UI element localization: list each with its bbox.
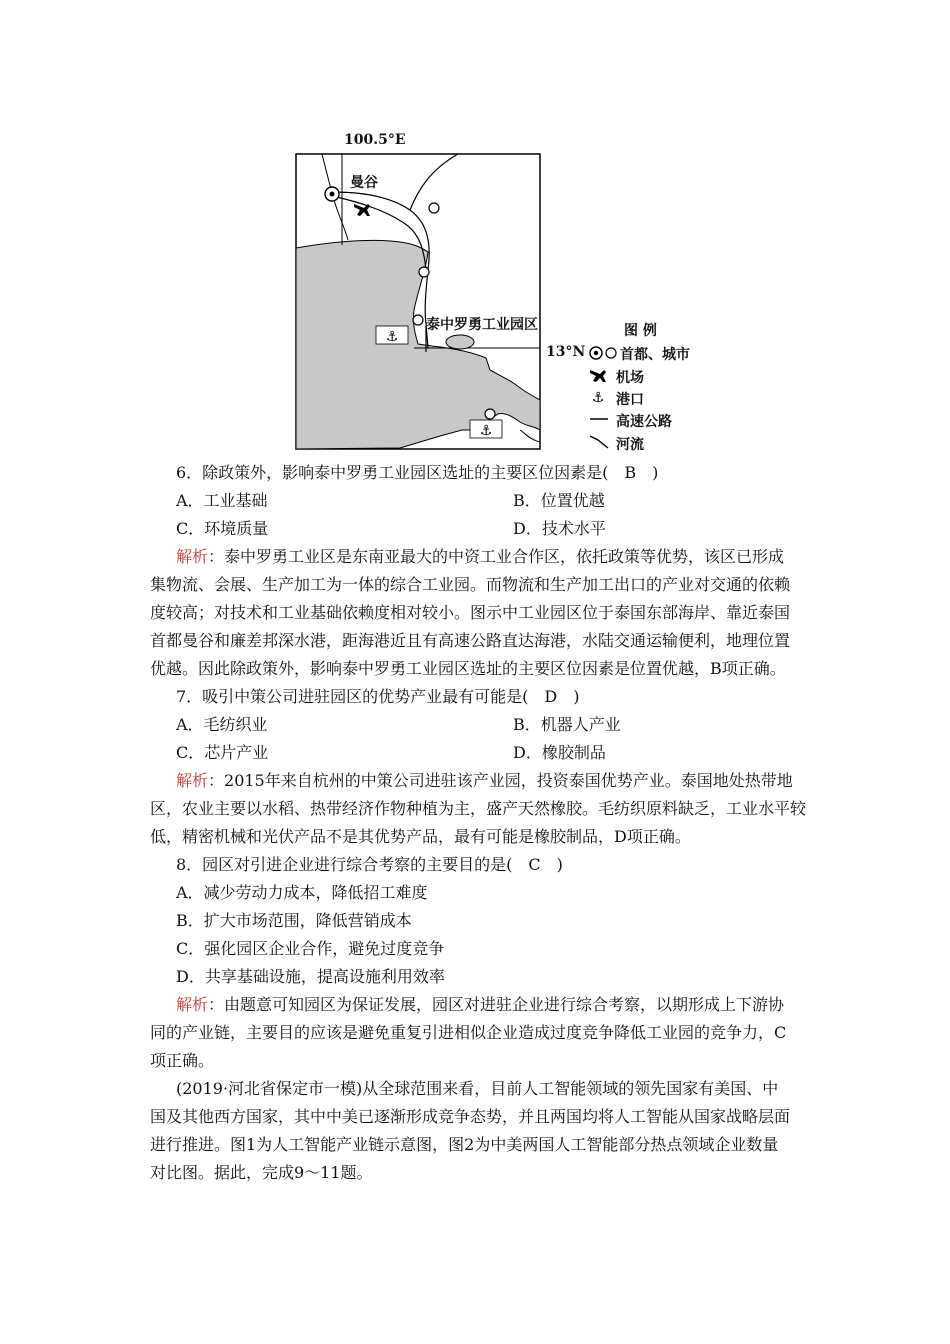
svg-text:⚓: ⚓ bbox=[479, 423, 493, 439]
legend-airport-icon bbox=[590, 370, 606, 382]
legend-label-city: 首都、城市 bbox=[620, 347, 690, 363]
q8-option-c: C．强化园区企业合作，避免过度竞争 bbox=[176, 939, 445, 958]
q6-analysis bbox=[150, 543, 804, 683]
q8-option-b: B．扩大市场范围，降低营销成本 bbox=[176, 911, 412, 930]
park-area bbox=[446, 335, 474, 349]
q7-options-row-1 bbox=[176, 711, 804, 739]
q7-options-row-2 bbox=[176, 739, 804, 767]
question-block bbox=[150, 459, 807, 1187]
q6-stem: 6．除政策外，影响泰中罗勇工业园区选址的主要区位因素是( B ) bbox=[176, 463, 659, 482]
svg-text:⚓: ⚓ bbox=[385, 329, 399, 345]
q7-option-c: C．芯片产业 bbox=[176, 743, 269, 762]
q6-option-b: B．位置优越 bbox=[513, 491, 605, 510]
q7-option-a: A．毛纺织业 bbox=[176, 715, 268, 734]
q6-options-row-1 bbox=[176, 487, 804, 515]
q7-analysis-line: ：2015年来自杭州的中策公司进驻该产业园，投资泰国优势产业。泰国地处热带地 bbox=[208, 771, 793, 790]
q8-option-a: A．减少劳动力成本，降低招工难度 bbox=[176, 883, 428, 902]
q7-stem: 7．吸引中策公司进驻园区的优势产业最有可能是( D ) bbox=[176, 687, 580, 706]
q7-option-d: D．橡胶制品 bbox=[513, 743, 606, 762]
q8-analysis-line: 同的产业链，主要目的应该是避免重复引进相似企业造成过度竞争降低工业园的竞争力，C bbox=[150, 1023, 787, 1042]
q6-analysis-line: 度较高；对技术和工业基础依赖度相对较小。图示中工业园区位于泰国东部海岸、靠近泰国 bbox=[150, 603, 791, 622]
q6-analysis-tag: 解析 bbox=[176, 547, 209, 566]
q7-option-b: B．机器人产业 bbox=[513, 715, 621, 734]
port-icon bbox=[470, 420, 502, 439]
city-icon bbox=[429, 203, 439, 213]
q8-analysis-tag: 解析 bbox=[176, 995, 209, 1014]
city-icon bbox=[419, 267, 429, 277]
q6-option-d: D．技术水平 bbox=[513, 519, 606, 538]
legend-river-icon bbox=[590, 436, 608, 448]
q8-option-d: D．共享基础设施，提高设施利用效率 bbox=[176, 967, 445, 986]
intro-line: (2019·河北省保定市一模)从全球范围来看，目前人工智能领域的领先国家有美国、中 bbox=[176, 1079, 779, 1098]
map-figure bbox=[290, 130, 710, 455]
q6-options-row-2 bbox=[176, 515, 804, 543]
q7-analysis-tag: 解析 bbox=[176, 771, 209, 790]
intro-line: 国及其他西方国家，其中中美已逐渐形成竞争态势，并且两国均将人工智能从国家战略层面 bbox=[150, 1107, 791, 1126]
legend-label-highway: 高速公路 bbox=[616, 414, 672, 430]
legend-label-port: 港口 bbox=[616, 392, 644, 408]
longitude-label: 100.5°E bbox=[344, 132, 406, 148]
q6-option-a: A．工业基础 bbox=[176, 491, 268, 510]
city-label-bangkok: 曼谷 bbox=[350, 175, 378, 191]
city-icon bbox=[413, 315, 423, 325]
q7-analysis bbox=[150, 767, 807, 851]
q6-analysis-line: ：泰中罗勇工业区是东南亚最大的中资工业合作区，依托政策等优势，该区已形成 bbox=[208, 547, 785, 566]
latitude-label: 13°N bbox=[546, 344, 586, 360]
port-icon bbox=[376, 326, 408, 345]
park-label: 泰中罗勇工业园区 bbox=[426, 317, 538, 333]
intro-line: 进行推进。图1为人工智能产业链示意图，图2为中美两国人工智能部分热点领域企业数量 bbox=[150, 1135, 779, 1154]
legend-title: 图 例 bbox=[624, 323, 657, 339]
legend-label-river: 河流 bbox=[616, 437, 644, 453]
intro-line: 对比图。据此，完成9～11题。 bbox=[150, 1163, 373, 1182]
q6-analysis-line: 集物流、会展、生产加工为一体的综合工业园。而物流和生产加工出口的产业对交通的依赖 bbox=[150, 575, 791, 594]
q6-analysis-line: 首都曼谷和廉差邦深水港，距海港近且有高速公路直达海港，水陆交通运输便利，地理位置 bbox=[150, 631, 791, 650]
q7-analysis-line: 区，农业主要以水稻、热带经济作物种植为主，盛产天然橡胶。毛纺织原料缺乏，工业水平较 bbox=[150, 799, 807, 818]
q8-analysis-line: ：由题意可知园区为保证发展，园区对进驻企业进行综合考察，以期形成上下游协 bbox=[208, 995, 785, 1014]
q8-stem: 8．园区对引进企业进行综合考察的主要目的是( C ) bbox=[176, 855, 563, 874]
legend-capital-icon bbox=[590, 347, 616, 359]
q7-analysis-line: 低，精密机械和光伏产品不是其优势产品，最有可能是橡胶制品，D项正确。 bbox=[150, 827, 691, 846]
legend-label-airport: 机场 bbox=[616, 370, 644, 386]
city-icon bbox=[485, 409, 495, 419]
intro-paragraph bbox=[150, 1075, 804, 1187]
q8-analysis bbox=[150, 991, 804, 1075]
q8-analysis-line: 项正确。 bbox=[150, 1051, 215, 1070]
legend-port-icon: ⚓ bbox=[591, 390, 605, 406]
q6-analysis-line: 优越。因此除政策外，影响泰中罗勇工业园区选址的主要区位因素是位置优越，B项正确。 bbox=[150, 659, 786, 678]
q6-option-c: C．环境质量 bbox=[176, 519, 269, 538]
